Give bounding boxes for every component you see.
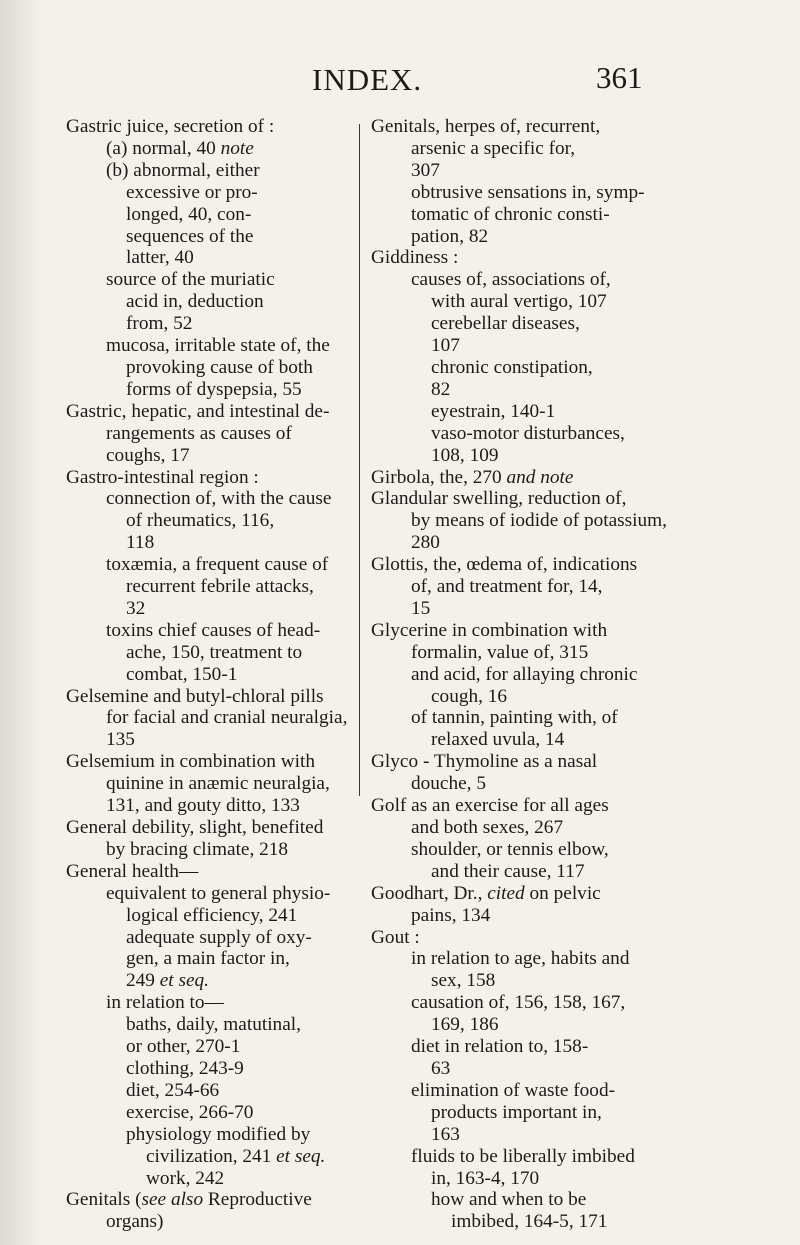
page-number: 361 xyxy=(596,60,643,95)
index-subentry-line: 63 xyxy=(431,1057,451,1079)
index-subentry-line: physiology modified by xyxy=(126,1123,311,1145)
page-edge-shadow xyxy=(0,0,40,1245)
index-entry-heading: General debility, slight, benefited xyxy=(66,817,324,838)
index-subentry-line: toxins chief causes of head- xyxy=(106,619,321,641)
index-subentry-line: cerebellar diseases, xyxy=(431,313,580,335)
index-entry-heading: Gout : xyxy=(371,926,420,948)
index-subentry-line: 169, 186 xyxy=(431,1014,499,1036)
index-subentry-line: connection of, with the cause xyxy=(106,488,332,510)
index-subentry-line: mucosa, irritable state of, the xyxy=(106,335,330,357)
index-subentry-line: causes of, associations of, xyxy=(411,269,611,291)
index-subentry-line: of, and treatment for, 14, xyxy=(411,576,603,598)
index-subentry-line: products important in, xyxy=(431,1101,602,1123)
index-subentry-line: 32 xyxy=(126,597,146,619)
index-subentry-line: and their cause, 117 xyxy=(431,860,585,882)
index-entry-heading: Giddiness : xyxy=(371,247,459,269)
index-subentry-line: organs) xyxy=(106,1211,164,1233)
index-subentry-line: (b) abnormal, either xyxy=(106,159,260,181)
index-subentry-line: excessive or pro- xyxy=(126,181,258,203)
index-entry-heading: Glyco - Thymoline as a nasal xyxy=(371,751,598,773)
index-subentry-line: adequate supply of oxy- xyxy=(126,926,312,948)
index-subentry-line: 307 xyxy=(411,159,440,181)
index-subentry-line: 135 xyxy=(106,729,135,751)
index-subentry-line: cough, 16 xyxy=(431,685,508,707)
index-subentry-line: civilization, 241 et seq. xyxy=(146,1145,326,1167)
index-subentry-line: eyestrain, 140-1 xyxy=(431,400,556,422)
index-subentry-line: by means of iodide of potassium, xyxy=(411,510,667,532)
index-subentry-line: latter, 40 xyxy=(126,247,194,269)
index-subentry-line: combat, 150-1 xyxy=(126,663,238,685)
index-subentry-line: of tannin, painting with, of xyxy=(411,707,618,729)
index-subentry-line: obtrusive sensations in, symp- xyxy=(411,181,645,203)
index-subentry-line: of rheumatics, 116, xyxy=(126,510,275,532)
index-subentry-line: in, 163-4, 170 xyxy=(431,1167,540,1189)
index-subentry-line: 280 xyxy=(411,532,440,554)
index-subentry-line: coughs, 17 xyxy=(106,444,190,466)
index-subentry-line: with aural vertigo, 107 xyxy=(431,291,607,313)
index-subentry-line: chronic constipation, xyxy=(431,356,593,378)
index-subentry-line: or other, 270-1 xyxy=(126,1036,241,1058)
index-subentry-line: tomatic of chronic consti- xyxy=(411,203,610,225)
index-subentry-line: sequences of the xyxy=(126,225,254,247)
index-subentry-line: gen, a main factor in, xyxy=(126,948,290,970)
index-subentry-line: pation, 82 xyxy=(411,225,489,247)
index-subentry-line: vaso-motor disturbances, xyxy=(431,422,625,444)
index-entry-heading: Gastric, hepatic, and intestinal de- xyxy=(66,400,330,422)
index-subentry-line: source of the muriatic xyxy=(106,269,275,291)
index-subentry-line: from, 52 xyxy=(126,313,193,335)
index-entry-heading: Girbola, the, 270 and note xyxy=(371,466,574,488)
index-subentry-line: equivalent to general physio- xyxy=(106,882,331,904)
index-subentry-line: douche, 5 xyxy=(411,773,486,795)
index-subentry-line: formalin, value of, 315 xyxy=(411,641,589,663)
index-subentry-line: how and when to be xyxy=(431,1189,587,1211)
index-subentry-line: (a) normal, 40 note xyxy=(106,137,254,159)
index-subentry-line: in relation to age, habits and xyxy=(411,948,630,970)
running-title: INDEX. xyxy=(312,62,423,97)
index-entry-heading: Glandular swelling, reduction of, xyxy=(371,488,627,510)
index-entry-heading: Gelsemine and butyl-chloral pills xyxy=(66,685,324,707)
index-subentry-line: 108, 109 xyxy=(431,444,499,466)
index-subentry-line: imbibed, 164-5, 171 xyxy=(451,1211,608,1233)
index-entry-heading: Gastric juice, secretion of : xyxy=(66,116,275,137)
index-entry-heading: General health— xyxy=(66,860,199,882)
index-entry-heading: Gastro-intestinal region : xyxy=(66,466,259,488)
index-subentry-line: and both sexes, 267 xyxy=(411,817,564,838)
index-subentry-line: toxæmia, a frequent cause of xyxy=(106,554,329,576)
index-subentry-line: causation of, 156, 158, 167, xyxy=(411,992,626,1014)
index-subentry-line: 131, and gouty ditto, 133 xyxy=(106,795,300,817)
page-header xyxy=(0,58,800,108)
index-subentry-line: recurrent febrile attacks, xyxy=(126,576,314,598)
index-subentry-line: sex, 158 xyxy=(431,970,496,992)
index-subentry-line: 163 xyxy=(431,1123,460,1145)
index-entry-heading: Genitals (see also Reproductive xyxy=(66,1189,312,1211)
index-entry-heading: Goodhart, Dr., cited on pelvic xyxy=(371,882,601,904)
index-subentry-line: diet, 254-66 xyxy=(126,1079,220,1101)
index-entry-heading: Glycerine in combination with xyxy=(371,619,608,641)
column-divider xyxy=(359,124,360,796)
index-subentry-line: acid in, deduction xyxy=(126,291,264,313)
index-subentry-line: longed, 40, con- xyxy=(126,203,252,225)
index-subentry-line: relaxed uvula, 14 xyxy=(431,729,565,751)
index-entry-heading: Genitals, herpes of, recurrent, xyxy=(371,116,601,137)
index-subentry-line: logical efficiency, 241 xyxy=(126,904,298,926)
index-subentry-line: 15 xyxy=(411,597,431,619)
index-subentry-line: diet in relation to, 158- xyxy=(411,1036,589,1058)
index-subentry-line: shoulder, or tennis elbow, xyxy=(411,838,609,860)
index-subentry-line: rangements as causes of xyxy=(106,422,292,444)
index-entry-heading: Golf as an exercise for all ages xyxy=(371,795,609,817)
index-column-right xyxy=(371,116,673,1233)
index-subentry-line: elimination of waste food- xyxy=(411,1079,616,1101)
index-column-left xyxy=(66,116,356,1233)
index-subentry-line: clothing, 243-9 xyxy=(126,1057,244,1079)
index-subentry-line: pains, 134 xyxy=(411,904,491,926)
index-entry-heading: Glottis, the, œdema of, indications xyxy=(371,554,638,576)
index-subentry-line: and acid, for allaying chronic xyxy=(411,663,638,685)
index-subentry-line: fluids to be liberally imbibed xyxy=(411,1145,635,1167)
index-entry-heading: Gelsemium in combination with xyxy=(66,751,316,773)
index-subentry-line: by bracing climate, 218 xyxy=(106,838,289,860)
index-subentry-line: forms of dyspepsia, 55 xyxy=(126,378,302,400)
index-subentry-line: arsenic a specific for, xyxy=(411,137,576,159)
index-subentry-line: 249 et seq. xyxy=(126,970,210,992)
index-subentry-line: provoking cause of both xyxy=(126,356,313,378)
index-subentry-line: baths, daily, matutinal, xyxy=(126,1014,301,1036)
index-subentry-line: 82 xyxy=(431,378,451,400)
index-subentry-line: ache, 150, treatment to xyxy=(126,641,303,663)
index-subentry-line: exercise, 266-70 xyxy=(126,1101,254,1123)
index-subentry-line: for facial and cranial neuralgia, xyxy=(106,707,348,729)
index-subentry-line: 118 xyxy=(126,532,155,554)
index-subentry-line: quinine in anæmic neuralgia, xyxy=(106,773,330,795)
index-subentry-line: work, 242 xyxy=(146,1167,225,1189)
index-subentry-line: 107 xyxy=(431,335,460,357)
index-subentry-line: in relation to— xyxy=(106,992,224,1014)
